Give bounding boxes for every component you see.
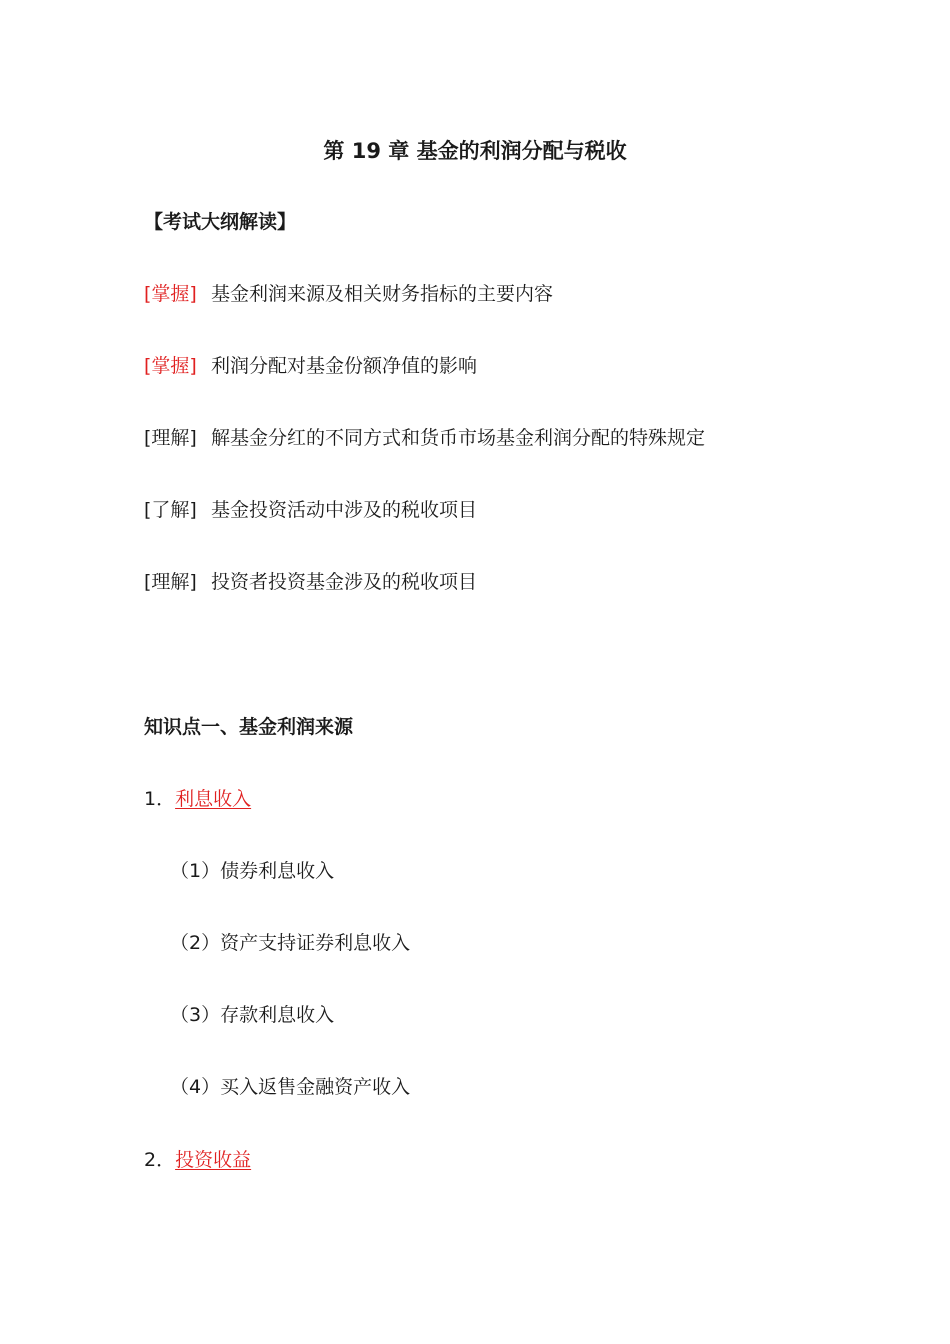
outline-tag-understand: [理解] (144, 571, 197, 593)
section-link-investment-income[interactable]: 投资收益 (175, 1149, 252, 1171)
outline-heading: 【考试大纲解读】 (144, 211, 297, 233)
outline-item (144, 570, 477, 594)
section-heading (144, 787, 251, 811)
outline-text: 利润分配对基金份额净值的影响 (211, 355, 478, 377)
section-heading (144, 1148, 251, 1172)
sub-item: （4）买入返售金融资产收入 (170, 1076, 411, 1098)
section-number: 2． (144, 1149, 176, 1171)
sub-item: （1）债券利息收入 (170, 860, 335, 882)
outline-item (144, 498, 477, 522)
outline-tag-master: [掌握] (144, 283, 197, 305)
knowledge-heading: 知识点一、基金利润来源 (144, 716, 354, 738)
outline-item (144, 354, 477, 378)
outline-text: 基金利润来源及相关财务指标的主要内容 (211, 283, 554, 305)
chapter-title: 第 19 章 基金的利润分配与税收 (323, 139, 627, 163)
outline-text: 基金投资活动中涉及的税收项目 (211, 499, 478, 521)
outline-tag-know: [了解] (144, 499, 197, 521)
outline-tag-master: [掌握] (144, 355, 197, 377)
outline-text: 投资者投资基金涉及的税收项目 (211, 571, 478, 593)
outline-tag-understand: [理解] (144, 427, 197, 449)
outline-item (144, 282, 553, 306)
outline-text: 解基金分红的不同方式和货币市场基金利润分配的特殊规定 (211, 427, 706, 449)
sub-item: （2）资产支持证券利息收入 (170, 932, 411, 954)
outline-item (144, 426, 705, 450)
section-link-interest-income[interactable]: 利息收入 (175, 788, 252, 810)
section-number: 1． (144, 788, 176, 810)
sub-item: （3）存款利息收入 (170, 1004, 335, 1026)
